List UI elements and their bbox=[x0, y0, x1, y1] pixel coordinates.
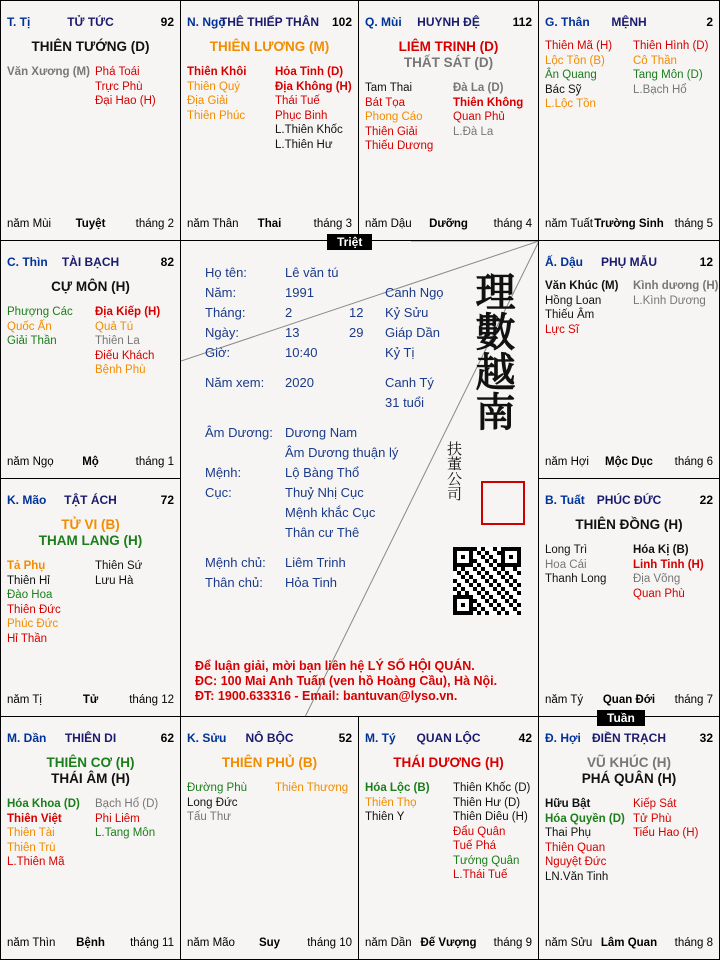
minor-star: Phục Binh bbox=[275, 109, 328, 122]
palace-footer bbox=[187, 937, 352, 951]
minor-star: Thiên Quý bbox=[187, 80, 241, 93]
info-nam-xem-label: Năm xem: bbox=[205, 375, 265, 390]
minor-star: Thiên Hư (D) bbox=[453, 796, 521, 809]
minor-star: Thiên Không bbox=[453, 96, 524, 109]
palace-footer bbox=[545, 218, 713, 232]
main-star: THÁI ÂM (H) bbox=[51, 771, 130, 786]
palace-footer bbox=[7, 456, 174, 470]
info-menh-label: Mệnh: bbox=[205, 465, 242, 480]
logo-subtext: 扶董公司 bbox=[445, 441, 463, 501]
palace-name: PHÚC ĐỨC bbox=[596, 493, 662, 507]
truong-sinh-stage: Lâm Quan bbox=[600, 937, 658, 949]
palace-header bbox=[545, 493, 713, 509]
minor-star: Điếu Khách bbox=[95, 349, 155, 362]
info-gio: 10:40 bbox=[285, 345, 318, 360]
palace-cell-suu[interactable] bbox=[181, 717, 359, 959]
minor-star: Địa Giải bbox=[187, 95, 228, 107]
minor-star: Hóa Khoa (D) bbox=[7, 798, 80, 810]
minor-star: Văn Khúc (M) bbox=[545, 280, 619, 292]
palace-footer bbox=[187, 218, 352, 232]
month-label: tháng 3 bbox=[313, 218, 352, 230]
palace-name: TÀI BẠCH bbox=[61, 255, 120, 269]
palace-header bbox=[7, 255, 174, 271]
year-label: năm Thân bbox=[187, 218, 239, 230]
minor-star: Hoa Cái bbox=[545, 558, 587, 571]
info-am-duong: Dương Nam bbox=[285, 425, 358, 440]
month-label: tháng 10 bbox=[307, 937, 352, 949]
main-star: THAM LANG (H) bbox=[38, 533, 143, 548]
palace-cell-tuat[interactable] bbox=[539, 479, 719, 717]
info-ngay-can: Giáp Dần bbox=[385, 325, 440, 340]
palace-header bbox=[187, 15, 352, 31]
truong-sinh-stage: Quan Đới bbox=[602, 694, 656, 706]
main-stars bbox=[359, 755, 538, 771]
main-star: THIÊN PHỦ (B) bbox=[221, 755, 318, 770]
minor-star: Đẩu Quân bbox=[453, 825, 506, 838]
main-stars bbox=[1, 517, 180, 549]
year-label: năm Mão bbox=[187, 937, 235, 949]
palace-name: MỆNH bbox=[611, 15, 647, 29]
palace-footer bbox=[7, 218, 174, 232]
minor-star: Thai Phụ bbox=[545, 827, 592, 839]
earthly-branch: M. Dần bbox=[7, 731, 47, 745]
minor-star: Thiên Tài bbox=[7, 827, 55, 839]
minor-star: Hồng Loan bbox=[545, 294, 602, 307]
minor-star: Tả Phụ bbox=[7, 560, 46, 572]
main-stars bbox=[359, 39, 538, 71]
minor-star: Địa Kiếp (H) bbox=[95, 306, 161, 318]
month-label: tháng 8 bbox=[674, 937, 713, 949]
minor-star: Linh Tinh (H) bbox=[633, 558, 704, 571]
minor-star: Thiên Phúc bbox=[187, 109, 246, 122]
info-am-duong-label: Âm Dương: bbox=[205, 425, 273, 440]
info-than-cu: Thân cư Thê bbox=[285, 525, 360, 540]
minor-star: Long Đức bbox=[187, 796, 238, 809]
palace-header bbox=[7, 731, 174, 747]
palace-header bbox=[545, 15, 713, 31]
palace-cell-mui[interactable] bbox=[359, 1, 539, 241]
minor-star: Hỉ Thần bbox=[7, 632, 48, 645]
minor-stars-col1 bbox=[7, 305, 73, 349]
truong-sinh-stage: Đế Vượng bbox=[420, 937, 477, 949]
palace-number: 2 bbox=[706, 15, 713, 29]
palace-name: TỬ TỨC bbox=[67, 15, 114, 29]
red-seal bbox=[481, 481, 525, 525]
minor-star: Thiên Hỉ bbox=[7, 574, 50, 587]
palace-name: HUYNH ĐỆ bbox=[417, 15, 480, 29]
month-label: tháng 11 bbox=[130, 937, 174, 949]
truong-sinh-stage: Mộ bbox=[82, 456, 99, 468]
minor-stars-col2 bbox=[95, 797, 158, 841]
main-star: THẤT SÁT (D) bbox=[403, 55, 494, 70]
year-label: năm Ngọ bbox=[7, 456, 54, 468]
month-label: tháng 4 bbox=[493, 218, 532, 230]
earthly-branch: C. Thìn bbox=[7, 255, 48, 269]
palace-number: 72 bbox=[160, 493, 174, 507]
minor-star: Kình dương (H) bbox=[633, 280, 719, 292]
minor-star: Thiên Khôi bbox=[187, 66, 247, 78]
palace-number: 12 bbox=[699, 255, 713, 269]
contact-line: ĐT: 1900.633316 - Email: bantuvan@lyso.vn. bbox=[195, 689, 458, 703]
minor-star: Thiên Thương bbox=[275, 782, 349, 794]
year-label: năm Dậu bbox=[365, 218, 412, 230]
info-nam: 1991 bbox=[285, 285, 314, 300]
year-label: năm Mùi bbox=[7, 218, 52, 230]
minor-star: Trực Phù bbox=[95, 80, 143, 93]
minor-star: Hỏa Tinh (D) bbox=[275, 66, 344, 78]
minor-star: L.Thiên Khốc bbox=[275, 124, 343, 136]
minor-star: Tiểu Hao (H) bbox=[633, 827, 699, 839]
minor-star: L.Thiên Mã bbox=[7, 856, 65, 868]
minor-star: Thiên Hình (D) bbox=[633, 40, 709, 52]
palace-name: QUAN LỘC bbox=[416, 731, 481, 745]
tuan-marker: Tuần bbox=[597, 710, 645, 726]
truong-sinh-stage: Trường Sinh bbox=[594, 218, 664, 230]
month-label: tháng 12 bbox=[129, 694, 174, 706]
minor-star: Tử Phù bbox=[633, 812, 672, 825]
info-ngay-label: Ngày: bbox=[205, 325, 239, 340]
palace-footer bbox=[365, 218, 532, 232]
minor-star: Tam Thai bbox=[365, 82, 413, 94]
minor-stars-col1 bbox=[187, 781, 247, 825]
earthly-branch: T. Tị bbox=[7, 15, 31, 29]
palace-number: 92 bbox=[160, 15, 174, 29]
palace-name: PHỤ MẪU bbox=[601, 255, 657, 269]
minor-stars-col1 bbox=[365, 81, 433, 154]
palace-header bbox=[187, 731, 352, 747]
info-than-chu: Hỏa Tinh bbox=[285, 575, 338, 590]
truong-sinh-stage: Tử bbox=[82, 694, 99, 706]
minor-star: Hóa Lộc (B) bbox=[365, 782, 430, 794]
minor-stars-col1 bbox=[545, 39, 612, 112]
info-ho-ten: Lê văn tú bbox=[285, 265, 339, 280]
qr-code[interactable] bbox=[453, 547, 521, 615]
palace-number: 22 bbox=[699, 493, 713, 507]
minor-star: Giải Thần bbox=[7, 335, 57, 347]
info-nam-xem: 2020 bbox=[285, 375, 314, 390]
main-stars bbox=[1, 755, 180, 787]
logo-calligraphy: 理數越南 bbox=[469, 271, 516, 431]
info-gio-label: Giờ: bbox=[205, 345, 231, 360]
minor-star: Bác Sỹ bbox=[545, 83, 582, 96]
minor-star: Lực Sĩ bbox=[545, 323, 579, 336]
triet-marker: Triệt bbox=[327, 234, 372, 250]
year-label: năm Tị bbox=[7, 694, 42, 706]
minor-star: Quốc Ấn bbox=[7, 320, 52, 333]
info-ngay: 13 bbox=[285, 325, 300, 340]
minor-star: Đào Hoa bbox=[7, 589, 53, 601]
minor-star: Thiên Diêu (H) bbox=[453, 811, 528, 823]
info-menh-chu: Liêm Trinh bbox=[285, 555, 346, 570]
minor-star: Phi Liêm bbox=[95, 812, 140, 825]
palace-header bbox=[7, 493, 174, 509]
main-star: LIÊM TRINH (D) bbox=[398, 39, 499, 54]
year-label: năm Sửu bbox=[545, 937, 593, 949]
palace-number: 82 bbox=[160, 255, 174, 269]
minor-star: Phá Toái bbox=[95, 66, 140, 78]
palace-number: 32 bbox=[699, 731, 713, 745]
minor-stars-col2 bbox=[633, 797, 698, 841]
contact-line: Để luận giải, mời bạn liên hệ LÝ SỐ HỘI QUÁN. bbox=[195, 659, 475, 673]
info-menh-chu-label: Mệnh chủ: bbox=[205, 555, 266, 570]
minor-star: Tuế Phá bbox=[453, 840, 497, 852]
year-label: năm Tý bbox=[545, 694, 584, 706]
minor-star: Ân Quang bbox=[545, 69, 597, 81]
minor-stars-col1 bbox=[7, 797, 80, 870]
minor-stars-col2 bbox=[453, 781, 530, 883]
palace-number: 112 bbox=[512, 15, 532, 29]
palace-footer bbox=[545, 694, 713, 708]
minor-stars-col1 bbox=[187, 65, 246, 123]
minor-star: Hóa Kị (B) bbox=[633, 544, 689, 556]
info-cuc: Thuỷ Nhị Cục bbox=[285, 485, 364, 500]
minor-star: Địa Không (H) bbox=[275, 80, 352, 93]
minor-star: Hóa Quyền (D) bbox=[545, 812, 625, 825]
palace-cell-than[interactable] bbox=[539, 1, 719, 241]
info-cuc2: Mệnh khắc Cục bbox=[285, 505, 376, 520]
month-label: tháng 9 bbox=[493, 937, 532, 949]
minor-star: LN.Văn Tinh bbox=[545, 870, 609, 883]
minor-star: Tấu Thư bbox=[187, 811, 231, 823]
minor-stars-col2 bbox=[95, 559, 142, 588]
minor-star: Quan Phù bbox=[633, 587, 685, 600]
minor-stars-col2 bbox=[275, 781, 348, 796]
minor-star: Hữu Bật bbox=[545, 798, 591, 810]
palace-footer bbox=[365, 937, 532, 951]
month-label: tháng 5 bbox=[674, 218, 713, 230]
minor-star: Lộc Tồn (B) bbox=[545, 54, 605, 67]
truong-sinh-stage: Tuyệt bbox=[75, 218, 106, 230]
info-thang: 2 bbox=[285, 305, 293, 320]
minor-star: L.Tang Môn bbox=[95, 827, 156, 839]
minor-star: Bát Tọa bbox=[365, 96, 406, 109]
earthly-branch: N. Ngọ bbox=[187, 15, 226, 29]
palace-header bbox=[365, 15, 532, 31]
minor-star: Lưu Hà bbox=[95, 574, 134, 587]
info-tuoi: 31 tuổi bbox=[385, 395, 425, 410]
palace-cell-mao[interactable] bbox=[1, 479, 181, 717]
info-than-chu-label: Thân chủ: bbox=[205, 575, 263, 590]
minor-star: Văn Xương (M) bbox=[7, 66, 90, 78]
palace-cell-dau[interactable] bbox=[539, 241, 719, 479]
info-thang-label: Tháng: bbox=[205, 305, 246, 320]
minor-star: L.Thiên Hư bbox=[275, 138, 333, 151]
minor-star: L.Đà La bbox=[453, 125, 494, 138]
minor-star: Phong Cáo bbox=[365, 111, 423, 123]
truong-sinh-stage: Dưỡng bbox=[429, 218, 468, 230]
minor-stars-col1 bbox=[365, 781, 430, 825]
minor-star: Thanh Long bbox=[545, 573, 607, 585]
truong-sinh-stage: Suy bbox=[258, 937, 281, 949]
minor-stars-col2 bbox=[633, 39, 708, 97]
main-star: THIÊN ĐỒNG (H) bbox=[575, 517, 683, 532]
minor-star: Thiếu Dương bbox=[365, 140, 434, 152]
minor-star: Nguyệt Đức bbox=[545, 856, 607, 868]
palace-name: NÔ BỘC bbox=[245, 731, 294, 745]
minor-star: Thái Tuế bbox=[275, 95, 320, 107]
minor-stars-col2 bbox=[453, 81, 523, 139]
minor-star: Đường Phù bbox=[187, 782, 247, 794]
main-stars bbox=[181, 755, 358, 771]
palace-cell-ty[interactable] bbox=[359, 717, 539, 959]
palace-cell-ngo[interactable] bbox=[181, 1, 359, 241]
minor-star: Thiên Y bbox=[365, 811, 405, 823]
minor-star: Thiên Quan bbox=[545, 841, 606, 854]
truong-sinh-stage: Mộc Dục bbox=[605, 456, 653, 468]
main-star: THIÊN TƯỚNG (D) bbox=[31, 39, 150, 54]
earthly-branch: K. Sửu bbox=[187, 731, 227, 745]
info-gio-can: Kỷ Tị bbox=[385, 345, 415, 360]
palace-name: THÊ THIẾP THÂN bbox=[219, 15, 320, 29]
minor-stars-col2 bbox=[95, 65, 156, 109]
palace-number: 62 bbox=[160, 731, 174, 745]
minor-stars-col1 bbox=[545, 279, 618, 337]
contact-line: ĐC: 100 Mai Anh Tuấn (ven hồ Hoàng Cầu), Hà Nội. bbox=[195, 674, 498, 688]
palace-cell-dan[interactable] bbox=[1, 717, 181, 959]
earthly-branch: Đ. Hợi bbox=[545, 731, 581, 745]
minor-star: Thiên Giải bbox=[365, 125, 418, 138]
year-label: năm Hợi bbox=[545, 456, 589, 468]
info-am-duong2: Âm Dương thuận lý bbox=[285, 445, 399, 460]
info-thang-al: 12 bbox=[349, 305, 364, 320]
minor-star: Thiếu Âm bbox=[545, 309, 595, 321]
year-label: năm Tuất bbox=[545, 218, 593, 230]
minor-star: Bạch Hổ (D) bbox=[95, 798, 159, 810]
earthly-branch: Ấ. Dậu bbox=[545, 255, 584, 269]
minor-stars-col1 bbox=[545, 543, 606, 587]
info-nam-label: Năm: bbox=[205, 285, 237, 300]
minor-star: Bệnh Phù bbox=[95, 364, 146, 376]
month-label: tháng 7 bbox=[674, 694, 713, 706]
minor-star: Tang Môn (D) bbox=[633, 69, 703, 81]
minor-star: Thiên Trù bbox=[7, 841, 56, 854]
truong-sinh-stage: Thai bbox=[257, 218, 282, 230]
minor-star: L.Bạch Hổ bbox=[633, 83, 687, 96]
minor-stars-col1 bbox=[545, 797, 625, 884]
palace-number: 52 bbox=[338, 731, 352, 745]
year-label: năm Thìn bbox=[7, 937, 56, 949]
info-nam-xem-can: Canh Tý bbox=[385, 375, 434, 390]
month-label: tháng 6 bbox=[674, 456, 713, 468]
minor-star: Đà La (D) bbox=[453, 82, 504, 94]
minor-star: L.Lộc Tồn bbox=[545, 98, 596, 110]
main-stars bbox=[181, 39, 358, 55]
minor-star: Thiên La bbox=[95, 335, 140, 347]
minor-star: Phúc Đức bbox=[7, 618, 59, 630]
palace-name: ĐIỀN TRẠCH bbox=[592, 731, 666, 745]
main-star: PHÁ QUÂN (H) bbox=[581, 771, 677, 786]
year-label: năm Dần bbox=[365, 937, 412, 949]
main-stars bbox=[1, 279, 180, 295]
minor-stars-col2 bbox=[633, 279, 718, 308]
minor-star: Quan Phủ bbox=[453, 111, 505, 123]
minor-stars-col2 bbox=[95, 305, 160, 378]
palace-header bbox=[7, 15, 174, 31]
minor-star: Thiên Khốc (D) bbox=[453, 782, 531, 794]
palace-header bbox=[545, 731, 713, 747]
minor-star: Thiên Đức bbox=[7, 603, 61, 616]
minor-star: Thiên Việt bbox=[7, 812, 62, 825]
palace-number: 102 bbox=[331, 15, 352, 29]
minor-stars-col1 bbox=[7, 65, 90, 80]
info-ngay-al: 29 bbox=[349, 325, 364, 340]
minor-star: L.Kình Dương bbox=[633, 294, 706, 307]
earthly-branch: B. Tuất bbox=[545, 493, 585, 507]
palace-footer bbox=[545, 456, 713, 470]
minor-stars-col2 bbox=[275, 65, 352, 152]
info-thang-can: Kỷ Sửu bbox=[385, 305, 429, 320]
minor-star: Thiên Sứ bbox=[95, 560, 143, 572]
main-stars bbox=[1, 39, 180, 55]
palace-name: TẬT ÁCH bbox=[64, 493, 117, 507]
main-star: THÁI DƯƠNG (H) bbox=[393, 755, 504, 770]
main-star: CỰ MÔN (H) bbox=[51, 279, 130, 294]
minor-star: Địa Võng bbox=[633, 573, 681, 585]
minor-star: Long Trì bbox=[545, 544, 588, 556]
palace-footer bbox=[7, 694, 174, 708]
main-star: THIÊN LƯƠNG (M) bbox=[209, 39, 330, 54]
earthly-branch: Q. Mùi bbox=[365, 15, 402, 29]
main-stars bbox=[539, 755, 719, 787]
palace-name: THIÊN DI bbox=[64, 731, 117, 745]
minor-stars-col1 bbox=[7, 559, 61, 646]
palace-number: 42 bbox=[518, 731, 532, 745]
palace-cell-thin[interactable] bbox=[1, 241, 181, 479]
palace-footer bbox=[545, 937, 713, 951]
month-label: tháng 2 bbox=[135, 218, 174, 230]
info-nam-can: Canh Ngọ bbox=[385, 285, 444, 300]
palace-cell-hoi[interactable] bbox=[539, 717, 719, 959]
palace-footer bbox=[7, 937, 174, 951]
palace-cell-ti[interactable] bbox=[1, 1, 181, 241]
main-star: TỬ VI (B) bbox=[61, 517, 120, 532]
truong-sinh-stage: Bệnh bbox=[76, 937, 105, 949]
minor-star: Đại Hao (H) bbox=[95, 95, 156, 107]
earthly-branch: M. Tý bbox=[365, 731, 396, 745]
info-cuc-label: Cục: bbox=[205, 485, 232, 500]
minor-stars-col2 bbox=[633, 543, 704, 601]
minor-star: Thiên Mã (H) bbox=[545, 40, 613, 52]
center-info-panel bbox=[181, 241, 539, 717]
minor-star: Tướng Quân bbox=[453, 854, 520, 867]
main-star: VŨ KHÚC (H) bbox=[587, 755, 671, 770]
main-stars bbox=[539, 517, 719, 533]
palace-header bbox=[545, 255, 713, 271]
info-ho-ten-label: Họ tên: bbox=[205, 265, 247, 280]
minor-star: Kiếp Sát bbox=[633, 798, 677, 810]
minor-star: Quả Tú bbox=[95, 320, 134, 333]
main-star: THIÊN CƠ (H) bbox=[46, 755, 135, 770]
minor-star: L.Thái Tuế bbox=[453, 869, 508, 881]
earthly-branch: K. Mão bbox=[7, 493, 47, 507]
info-menh: Lộ Bàng Thổ bbox=[285, 465, 360, 480]
earthly-branch: G. Thân bbox=[545, 15, 590, 29]
minor-star: Thiên Thọ bbox=[365, 796, 417, 809]
minor-star: Cô Thần bbox=[633, 54, 677, 67]
minor-star: Phượng Các bbox=[7, 306, 73, 318]
contact-info bbox=[195, 659, 497, 704]
palace-header bbox=[365, 731, 532, 747]
month-label: tháng 1 bbox=[135, 456, 174, 468]
